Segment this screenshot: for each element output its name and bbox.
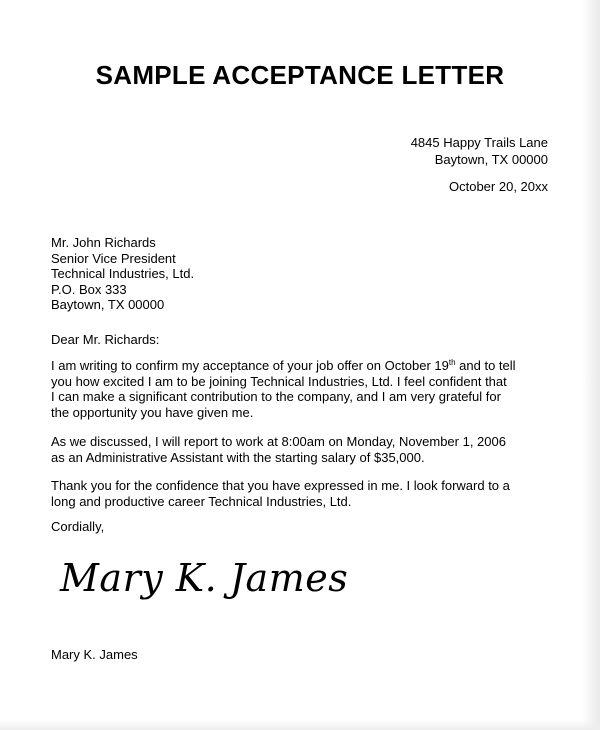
superscript-suffix: th	[448, 358, 456, 367]
recipient-position: Senior Vice President	[51, 250, 176, 266]
body-paragraph-1	[51, 358, 561, 420]
paragraph-text: and to tell	[455, 358, 516, 373]
sender-city: Baytown, TX 00000	[434, 152, 548, 167]
salutation: Dear Mr. Richards:	[51, 332, 160, 347]
paragraph-line: as an Administrative Assistant with the starting salary of $35,000.	[51, 449, 425, 465]
recipient-address	[51, 235, 194, 313]
paragraph-line: Thank you for the confidence that you have expressed in me. I look forward to a	[51, 478, 510, 493]
closing: Cordially,	[51, 519, 105, 534]
recipient-po-box: P.O. Box 333	[51, 281, 127, 297]
printed-name: Mary K. James	[51, 647, 138, 662]
page-bottom-shadow	[0, 720, 600, 730]
paragraph-line: you how excited I am to be joining Technical Industries, Ltd. I feel confident that	[51, 373, 507, 389]
paragraph-line: I can make a significant contribution to the company, and I am very grateful for	[51, 389, 501, 404]
recipient-company: Technical Industries, Ltd.	[51, 266, 195, 281]
paragraph-line	[51, 358, 561, 374]
recipient-city: Baytown, TX 00000	[51, 297, 165, 312]
paragraph-line: As we discussed, I will report to work at 8:00am on Monday, November 1, 2006	[51, 434, 506, 449]
handwritten-signature: Mary K. James	[60, 556, 349, 600]
body-paragraph-2	[51, 434, 561, 465]
paragraph-line: long and productive career Technical Industries, Ltd.	[51, 493, 352, 509]
sender-address	[411, 134, 548, 168]
letter-date: October 20, 20xx	[449, 179, 548, 194]
sender-street: 4845 Happy Trails Lane	[410, 135, 548, 150]
letter-title: SAMPLE ACCEPTANCE LETTER	[95, 60, 505, 90]
recipient-name: Mr. John Richards	[51, 235, 156, 250]
body-paragraph-3	[51, 478, 561, 509]
paragraph-line: the opportunity you have given me.	[51, 404, 254, 420]
paragraph-text: I am writing to confirm my acceptance of your job offer on October 19	[51, 358, 449, 373]
page-edge-shadow	[582, 0, 600, 730]
